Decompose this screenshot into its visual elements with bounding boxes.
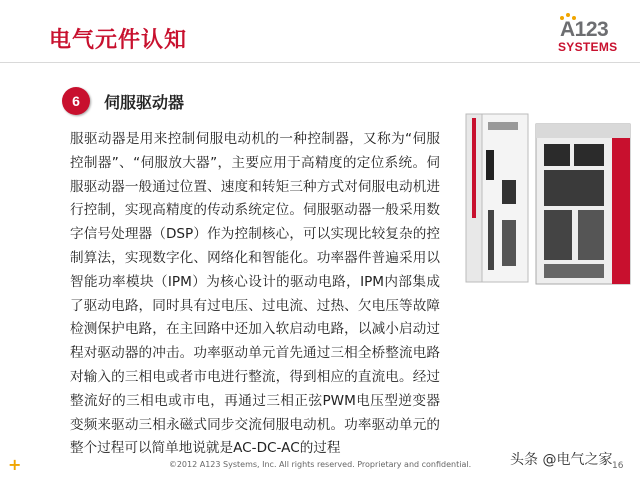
section-heading: 伺服驱动器	[104, 93, 185, 112]
logo-text: A123	[560, 18, 609, 41]
body-paragraph: 服驱动器是用来控制伺服电动机的一种控制器，又称为“伺服控制器”、“伺服放大器”，主要应用于高精度的定位系统。伺服驱动器一般通过位置、速度和转矩三种方式对伺服电动机进行控制，实现高精度的传动系统定位。伺服驱动器一般采用数字信号处理器（DSP）作为控制核心，可以实现比较复杂的控制算法，实现数字化、网络化和智能化。功率器件普遍采用以智能功率模块（IPM）为核心设计的驱动电路，IPM内部集成了驱动电路，同时具有过电压、过电流、过热、欠电压等故障检测保护电路，在主回路中还加入软启动电路，以减小启动过程对驱动器的冲击。功率驱动单元首先通过三相全桥整流电路对输入的三相电或者市电进行整流，得到相应的直流电。经过整流好的三相电或市电，再通过三相正弦PWM电压型逆变器变频来驱动三相永磁式同步交流伺服电动机。功率驱动单元的整个过程可以简单地说就是AC-DC-AC的过程	[70, 131, 440, 457]
logo-subtext: SYSTEMS	[558, 40, 618, 54]
slide-title: 电气元件认知	[49, 28, 188, 53]
section-number-badge: 6	[62, 87, 90, 115]
plus-icon: +	[8, 455, 22, 474]
logo-dot-icon	[566, 13, 570, 17]
page-number: 16	[612, 461, 624, 471]
servo-drive-photo	[462, 110, 634, 288]
title-divider	[0, 62, 640, 63]
company-logo	[558, 12, 632, 58]
source-watermark: 头条 @电气之家	[510, 452, 613, 468]
copyright-footer: ©2012 A123 Systems, Inc. All rights reserved. Proprietary and confidential.	[168, 460, 472, 469]
